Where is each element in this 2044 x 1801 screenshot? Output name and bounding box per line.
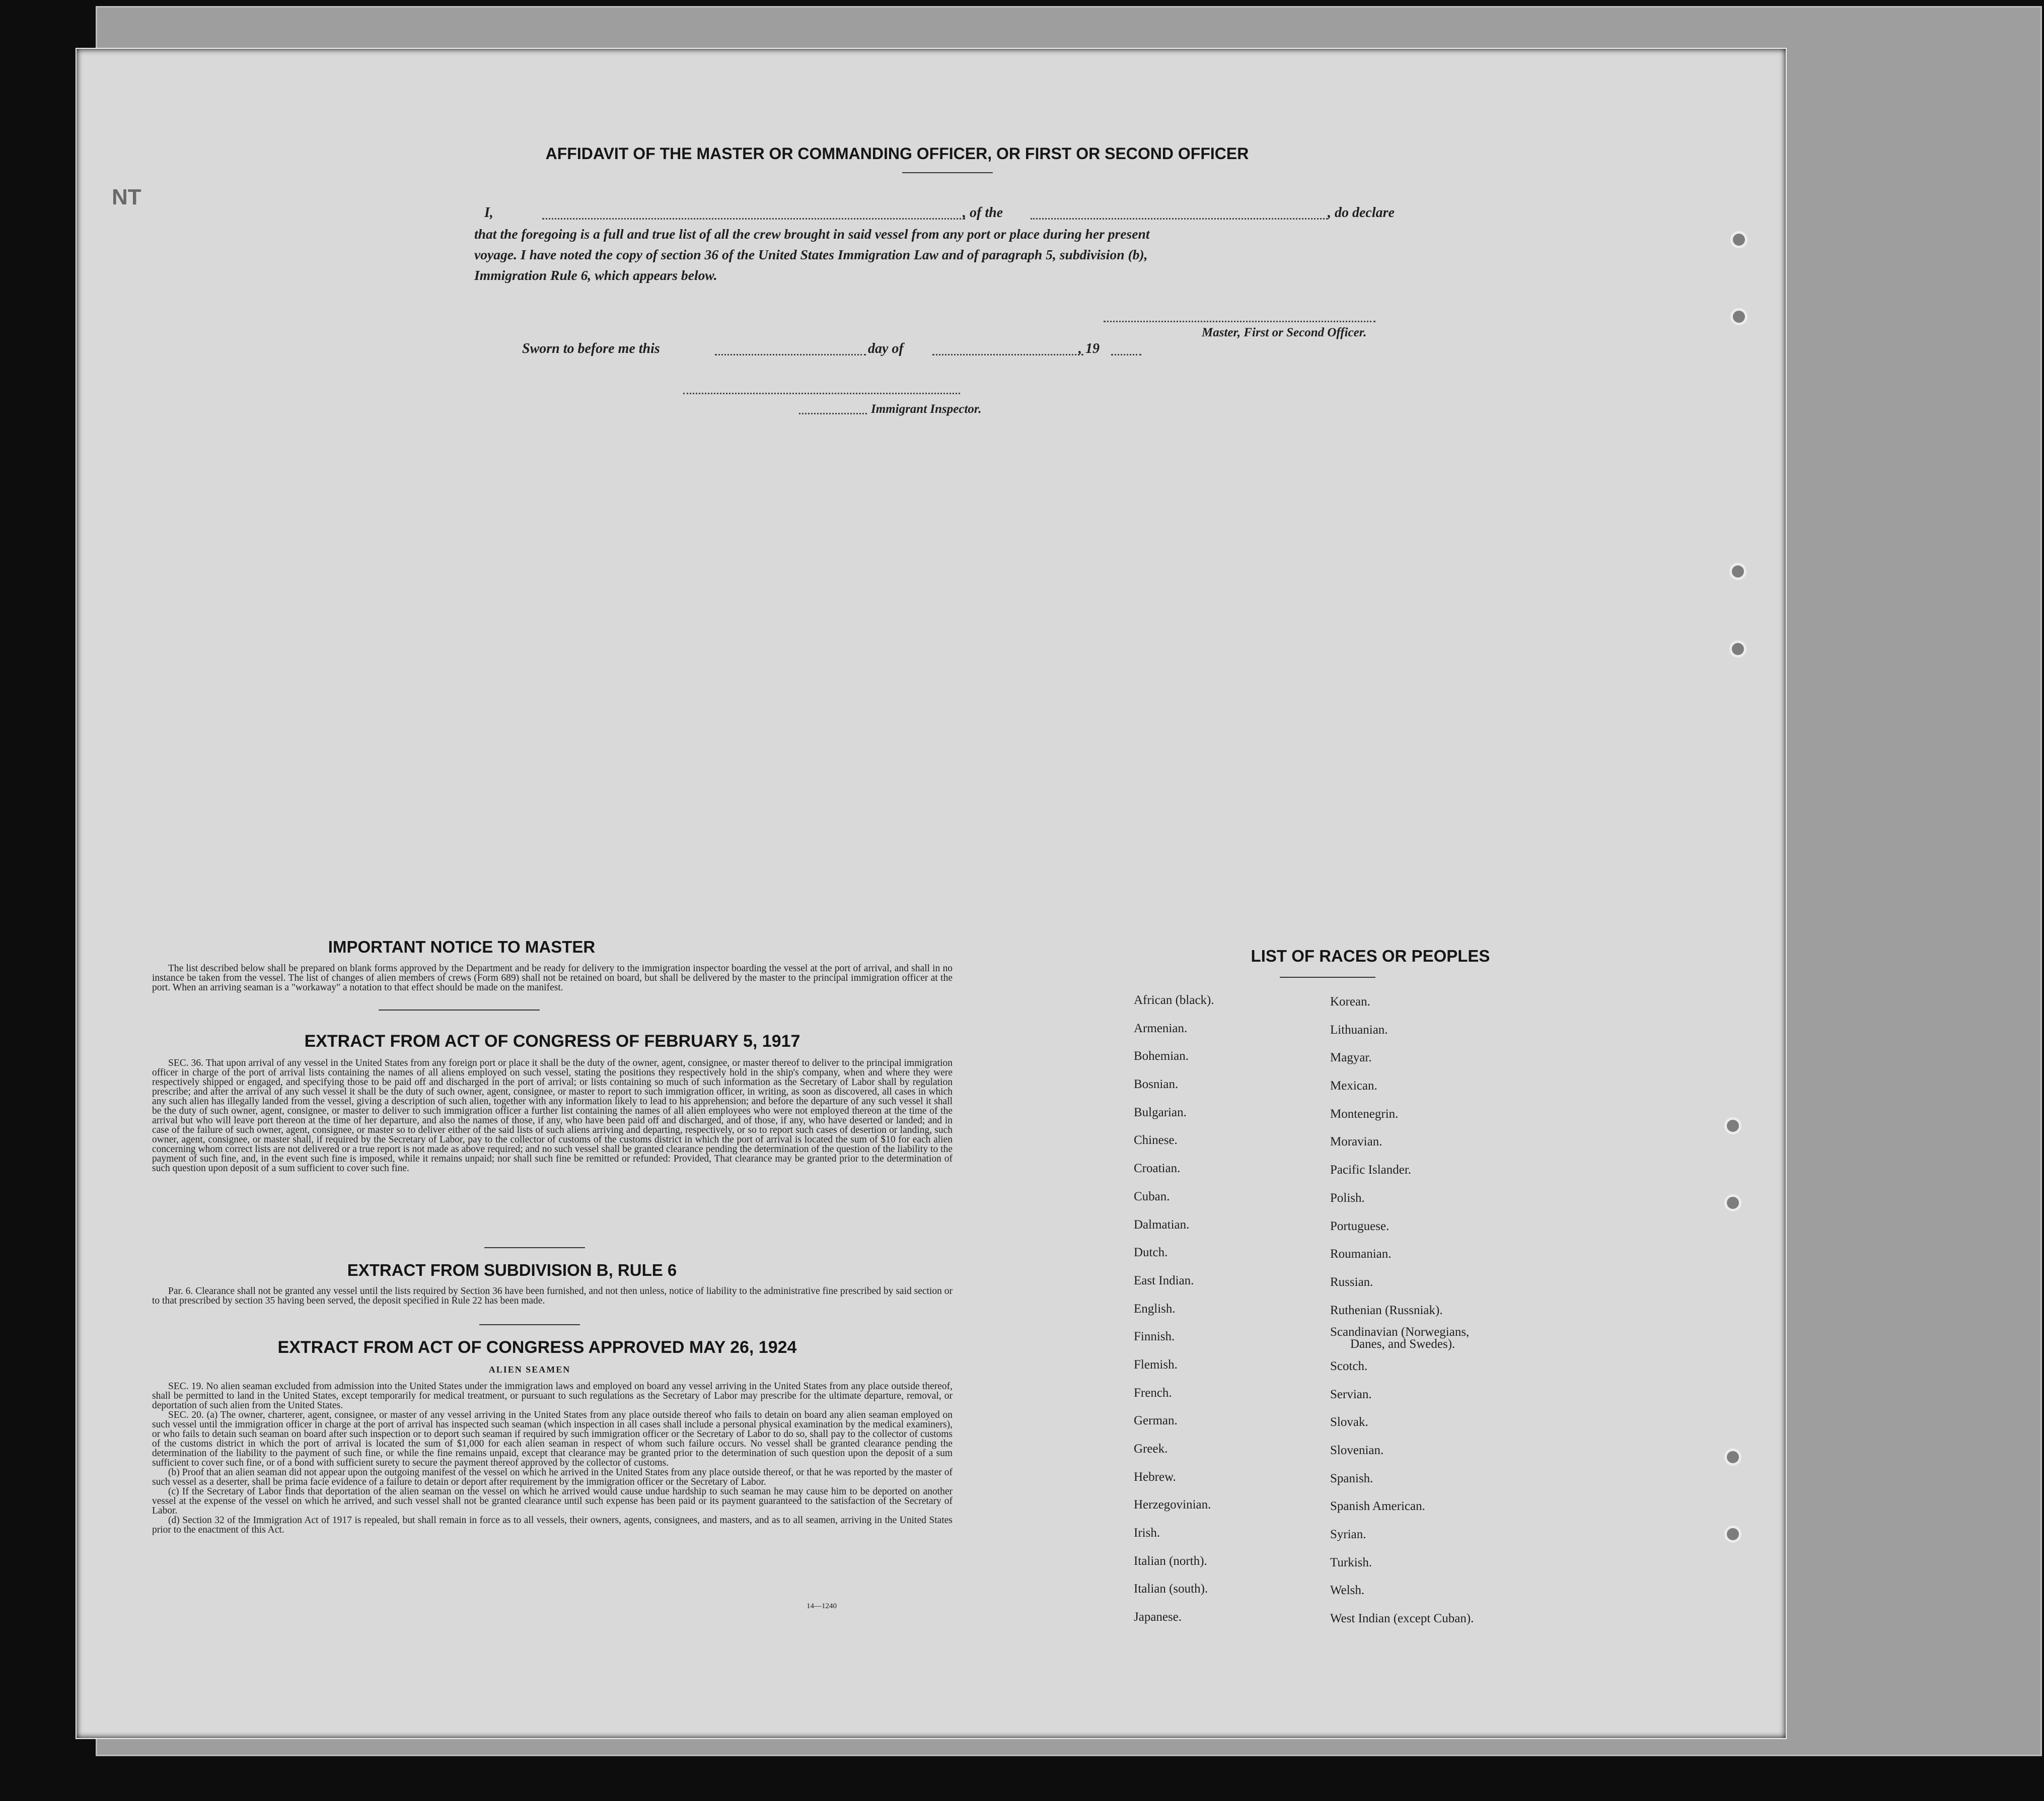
race-item: German. [1134, 1414, 1178, 1428]
race-item: Greek. [1134, 1442, 1168, 1456]
race-item: Bohemian. [1134, 1049, 1189, 1063]
sworn-month-field[interactable] [932, 354, 1083, 355]
race-item: Spanish. [1330, 1471, 1373, 1485]
heading-underline [902, 172, 993, 173]
races-heading: LIST OF RACES OR PEOPLES [1251, 947, 1490, 965]
race-item: Slovenian. [1330, 1444, 1384, 1457]
master-signature-label: Master, First or Second Officer. [1202, 326, 1367, 339]
alien-seamen-subheading: ALIEN SEAMEN [488, 1364, 571, 1375]
races-right-column [1330, 988, 1474, 1633]
race-item: Scotch. [1330, 1359, 1368, 1373]
race-item: Scandinavian (Norwegians, Danes, and Swedes). [1330, 1324, 1474, 1352]
master-signature-field[interactable] [1104, 321, 1375, 322]
race-item: French. [1134, 1386, 1172, 1400]
race-item: Ruthenian (Russniak). [1330, 1303, 1443, 1317]
sworn-day-field[interactable] [715, 354, 866, 355]
section-20b-paragraph: (b) Proof that an alien seaman did not appear upon the outgoing manifest of the vessel on which he arrived in the United States from any place outside thereof, or that he was reported by the master of such vessel as a deserter, shall be prima facie evidence of a failure to detain or deport after requirement by the immigration officer or the Secretary of Labor. [152, 1467, 953, 1487]
notice-paragraph: The list described below shall be prepared on blank forms approved by the Department and be ready for delivery to the immigration inspector boarding the vessel at the port of arrival, and shall in no instance be taken from the vessel. The list of changes of alien members of crews (Form 689) shall not be retained on board, but shall be delivered by the master to the principal immigration officer at the port. When an arriving seaman is a "workaway" a notation to that effect should be made on the manifest. [152, 963, 953, 993]
vessel-name-field[interactable] [1031, 218, 1328, 220]
punch-hole-icon [1724, 1117, 1741, 1134]
sworn-year-field[interactable] [1111, 354, 1141, 355]
extract-1917-heading: EXTRACT FROM ACT OF CONGRESS OF FEBRUARY 5, 1917 [304, 1032, 800, 1051]
races-left-column [1134, 986, 1214, 1631]
race-item: Herzegovinian. [1134, 1498, 1211, 1512]
rule6-text [152, 1286, 953, 1306]
rule6-heading: EXTRACT FROM SUBDIVISION B, RULE 6 [347, 1261, 677, 1279]
punch-hole-icon [1729, 563, 1746, 580]
race-item: Turkish. [1330, 1555, 1372, 1569]
affidavit-declare: , do declare [1328, 205, 1395, 221]
race-item: Magyar. [1330, 1051, 1372, 1065]
inspector-label: Immigrant Inspector. [871, 402, 982, 416]
inspector-signature-field[interactable] [683, 393, 960, 394]
punch-hole-icon [1724, 1526, 1741, 1543]
punch-hole-icon [1724, 1449, 1741, 1466]
affidavit-line-3: voyage. I have noted the copy of section 36 of the United States Immigration Law and of paragraph 5, subdivision (b), [474, 247, 1148, 262]
races-underline [1280, 977, 1375, 978]
affidavit-heading: AFFIDAVIT OF THE MASTER OR COMMANDING OFFICER, OR FIRST OR SECOND OFFICER [545, 145, 1249, 163]
affidavit-i: I, [484, 205, 493, 221]
race-item: Cuban. [1134, 1189, 1170, 1203]
race-item: Irish. [1134, 1526, 1160, 1540]
race-item: Pacific Islander. [1330, 1163, 1412, 1177]
race-item: Dalmatian. [1134, 1217, 1190, 1232]
section-36-paragraph: SEC. 36. That upon arrival of any vessel in the United States from any foreign port or place it shall be the duty of the owner, agent, consignee, or master thereof to deliver to the principal immigration officer in charge of the port of arrival lists containing the names of all aliens employed on such vessel, stating the positions they respectively hold in the ship's company, when and where they were respectively shipped or engaged, and specifying those to be paid off and discharged in the port of arrival; or lists containing so much of such information as the Secretary of Labor shall by regulation prescribe; and after the arrival of any such vessel it shall be the duty of such owner, agent, consignee, or master to report to such immigration officer, in writing, as soon as discovered, all cases in which any such alien has illegally landed from the vessel, giving a description of such alien, together with any information likely to lead to his apprehension; and before the departure of any such vessel it shall be the duty of such owner, agent, consignee, or master to deliver to such immigration officer a further list containing the names of all alien employees who were not employed thereon at the time of the arrival but who will leave port thereon at the time of her departure, and also the names of those, if any, who have been paid off and discharged, and of those, if any, who have deserted or landed; and in case of the failure of such owner, agent, consignee, or master so to deliver either of the said lists of such aliens arriving and departing, respectively, or so to report such cases of desertion or landing, such owner, agent, consignee, or master shall, if required by the Secretary of Labor, pay to the collector of customs of the customs district in which the port of arrival is located the sum of $10 for each alien concerning whom correct lists are not delivered or a true report is not made as above required; and no such vessel shall be granted clearance pending the determination of the question of the liability to the payment of such fine, and, in the event such fine is imposed, while it remains unpaid; nor shall such fine be remitted or refunded: Provided, That clearance may be granted prior to the determination of such question upon deposit of a sum sufficient to cover such fine. [152, 1058, 953, 1174]
punch-hole-icon [1730, 231, 1747, 248]
race-item: Lithuanian. [1330, 1023, 1388, 1037]
margin-mark: NT [112, 185, 141, 209]
form-code: 14—1240 [807, 1602, 837, 1610]
race-item: Russian. [1330, 1275, 1373, 1289]
extract-1924-heading: EXTRACT FROM ACT OF CONGRESS APPROVED MAY 26, 1924 [277, 1338, 797, 1357]
divider [484, 1247, 585, 1248]
race-item: Croatian. [1134, 1162, 1181, 1176]
affidavit-of-the: , of the [963, 205, 1003, 221]
race-item: Bosnian. [1134, 1077, 1179, 1092]
race-item: Mexican. [1330, 1079, 1377, 1093]
race-item: Montenegrin. [1330, 1107, 1399, 1121]
race-item: Moravian. [1330, 1135, 1382, 1149]
race-item: Japanese. [1134, 1610, 1182, 1624]
extract-1924-text [152, 1382, 953, 1535]
form-sheet [76, 48, 1787, 1739]
inspector-signature-field-2[interactable] [799, 413, 867, 414]
race-item: Syrian. [1330, 1528, 1366, 1542]
race-item: Polish. [1330, 1191, 1365, 1205]
section-20d-paragraph: (d) Section 32 of the Immigration Act of 1917 is repealed, but shall remain in force as to all vessels, their owners, agents, consignees, and masters, and as to all seamen, arriving in the United States prior to the enactment of this Act. [152, 1515, 953, 1535]
divider [379, 1010, 540, 1011]
race-item: Servian. [1330, 1387, 1372, 1401]
race-item: Flemish. [1134, 1357, 1178, 1372]
notice-heading: IMPORTANT NOTICE TO MASTER [328, 938, 596, 956]
notice-text [152, 964, 953, 992]
race-item: East Indian. [1134, 1273, 1194, 1287]
sworn-text: Sworn to before me this [522, 341, 660, 356]
race-item: Korean. [1330, 995, 1370, 1008]
punch-hole-icon [1730, 308, 1747, 325]
race-item: Chinese. [1134, 1133, 1178, 1147]
race-item: Dutch. [1134, 1246, 1168, 1260]
race-item: Welsh. [1330, 1583, 1365, 1598]
race-item: Slovak. [1330, 1415, 1368, 1429]
race-item-continued: Danes, and Swedes). [1350, 1337, 1455, 1351]
sworn-year-label: , 19 [1078, 341, 1100, 356]
punch-hole-icon [1724, 1194, 1741, 1211]
master-name-field[interactable] [542, 218, 965, 220]
race-item: Armenian. [1134, 1021, 1188, 1035]
paragraph-6: Par. 6. Clearance shall not be granted any vessel until the lists required by Section 36 have been furnished, and not then unless, notice of liability to the administrative fine prescribed by said section or to that prescribed by section 35 having been served, the deposit specified in Rule 22 has been made. [152, 1286, 953, 1306]
race-item: Italian (south). [1134, 1582, 1208, 1596]
section-20c-paragraph: (c) If the Secretary of Labor finds that deportation of the alien seaman on the vessel on which he arrived would cause undue hardship to such seaman he may cause him to be deported on another vessel at the expense of the vessel on which he arrived, and such vessel shall not be granted clearance until such expense has been paid or its payment guaranteed to the satisfaction of the Secretary of Labor. [152, 1486, 953, 1516]
race-item: African (black). [1134, 993, 1214, 1007]
race-item: Portuguese. [1330, 1219, 1390, 1233]
race-item: Roumanian. [1330, 1247, 1392, 1261]
divider [479, 1324, 580, 1325]
race-item: English. [1134, 1302, 1176, 1316]
race-item: Spanish American. [1330, 1499, 1425, 1514]
affidavit-line-2: that the foregoing is a full and true list of all the crew brought in said vessel from any port or place during her present [474, 226, 1150, 242]
race-item: Bulgarian. [1134, 1105, 1187, 1119]
race-item: West Indian (except Cuban). [1330, 1612, 1474, 1626]
sworn-day-of: day of [868, 341, 904, 356]
race-item: Finnish. [1134, 1330, 1175, 1344]
extract-1917-text [152, 1058, 953, 1173]
race-item: Italian (north). [1134, 1554, 1207, 1568]
punch-hole-icon [1729, 640, 1746, 658]
affidavit-line-4: Immigration Rule 6, which appears below. [474, 267, 717, 283]
section-19-paragraph: SEC. 19. No alien seaman excluded from admission into the United States under the immigration laws and employed on board any vessel arriving in the United States from any place outside thereof, shall be permitted to land in the United States, except temporarily for medical treatment, or pursuant to such regulations as the Secretary of Labor may prescribe for the ultimate departure, removal, or deportation of such alien from the United States. [152, 1381, 953, 1411]
race-item: Hebrew. [1134, 1470, 1176, 1484]
section-20a-paragraph: SEC. 20. (a) The owner, charterer, agent, consignee, or master of any vessel arriving in the United States from any place outside thereof who fails to detain on board any alien seaman employed on such vessel until the immigration officer in charge at the port of arrival has inspected such seaman (which inspection in all cases shall include a personal physical examination by the medical examiners), or who fails to detain such seaman on board after such inspection or to deport such seaman if required by such immigration officer or the Secretary of Labor to do so, shall pay to the collector of customs of the customs district in which the port of arrival is located the sum of $1,000 for each alien seaman in respect of whom such failure occurs. No vessel shall be granted clearance pending the determination of the liability to the payment of such fine, or while the fine remains unpaid, except that clearance may be granted prior to the determination of such question upon the deposit of a sum sufficient to cover such fine, or of a bond with sufficient surety to secure the payment thereof approved by the collector of customs. [152, 1410, 953, 1468]
